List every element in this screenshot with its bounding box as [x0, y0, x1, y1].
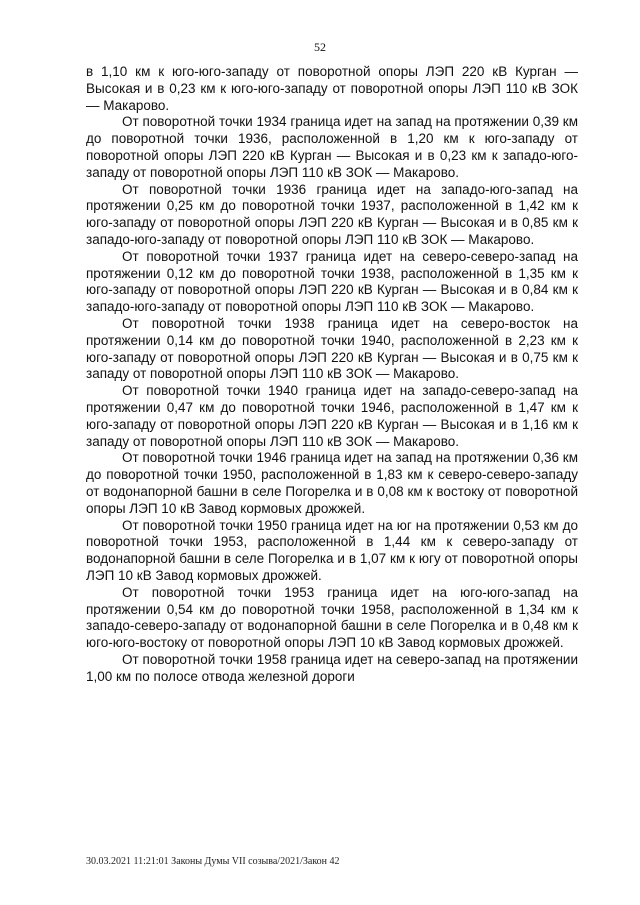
document-body: [86, 64, 578, 685]
paragraph-9: От поворотной точки 1953 граница идет на юго-юго-запад на протяжении 0,54 км до поворотной точки 1958, расположенной в 1,34 км к западо-северо-западу от водонапорной башни в селе Погорелка и в 0,48 км к юго-юго-востоку от поворотной опоры ЛЭП 10 кВ Завод кормовых дрожжей.: [86, 584, 578, 651]
paragraph-10: От поворотной точки 1958 граница идет на северо-запад на протяжении 1,00 км по полосе отвода железной дороги: [86, 651, 578, 684]
page-number: 52: [314, 40, 326, 54]
paragraph-5: От поворотной точки 1938 граница идет на северо-восток на протяжении 0,14 км до поворотной точки 1940, расположенной в 2,23 км к юго-западу от поворотной опоры ЛЭП 220 кВ Курган — Высокая и в 0,75 км к западу от поворотной опоры ЛЭП 110 кВ ЗОК — Макарово.: [86, 315, 578, 382]
paragraph-6: От поворотной точки 1940 граница идет на западо-северо-запад на протяжении 0,47 км до поворотной точки 1946, расположенной в 1,47 км к юго-западу от поворотной опоры ЛЭП 220 кВ Курган — Высокая и в 1,16 км к западу от поворотной опоры ЛЭП 110 кВ ЗОК — Макарово.: [86, 383, 578, 449]
paragraph-1: в 1,10 км к юго-юго-западу от поворотной опоры ЛЭП 220 кВ Курган — Высокая и в 0,23 км к юго-юго-западу от поворотной опоры ЛЭП 110 кВ ЗОК — Макарово.: [86, 64, 578, 113]
paragraph-3: От поворотной точки 1936 граница идет на западо-юго-запад на протяжении 0,25 км до поворотной точки 1937, расположенной в 1,42 км к юго-западу от поворотной опоры ЛЭП 220 кВ Курган — Высокая и в 0,85 км к западо-юго-западу от поворотной опоры ЛЭП 110 кВ ЗОК — Макарово.: [86, 181, 578, 247]
document-footer: 30.03.2021 11:21:01 Законы Думы VII созыва/2021/Закон 42: [86, 856, 340, 867]
paragraph-4: От поворотной точки 1937 граница идет на северо-северо-запад на протяжении 0,12 км до поворотной точки 1938, расположенной в 1,35 км к юго-западу от поворотной опоры ЛЭП 220 кВ Курган — Высокая и в 0,84 км к западо-юго-западу от поворотной опоры ЛЭП 110 кВ ЗОК — Макарово.: [86, 248, 578, 315]
paragraph-7: От поворотной точки 1946 граница идет на запад на протяжении 0,36 км до поворотной точки 1950, расположенной в 1,83 км к северо-северо-западу от водонапорной башни в селе Погорелка и в 0,08 км к востоку от поворотной опоры ЛЭП 10 кВ Завод кормовых дрожжей.: [86, 450, 578, 516]
paragraph-8: От поворотной точки 1950 граница идет на юг на протяжении 0,53 км до поворотной точки 1953, расположенной в 1,44 км к северо-западу от водонапорной башни в селе Погорелка и в 1,07 км к югу от поворотной опоры ЛЭП 10 кВ Завод кормовых дрожжей.: [86, 517, 578, 583]
paragraph-2: От поворотной точки 1934 граница идет на запад на протяжении 0,39 км до поворотной точки 1936, расположенной в 1,20 км к юго-западу от поворотной опоры ЛЭП 220 кВ Курган — Высокая и в 0,23 км к западо-юго-западу от поворотной опоры ЛЭП 110 кВ ЗОК — Макарово.: [86, 114, 578, 180]
